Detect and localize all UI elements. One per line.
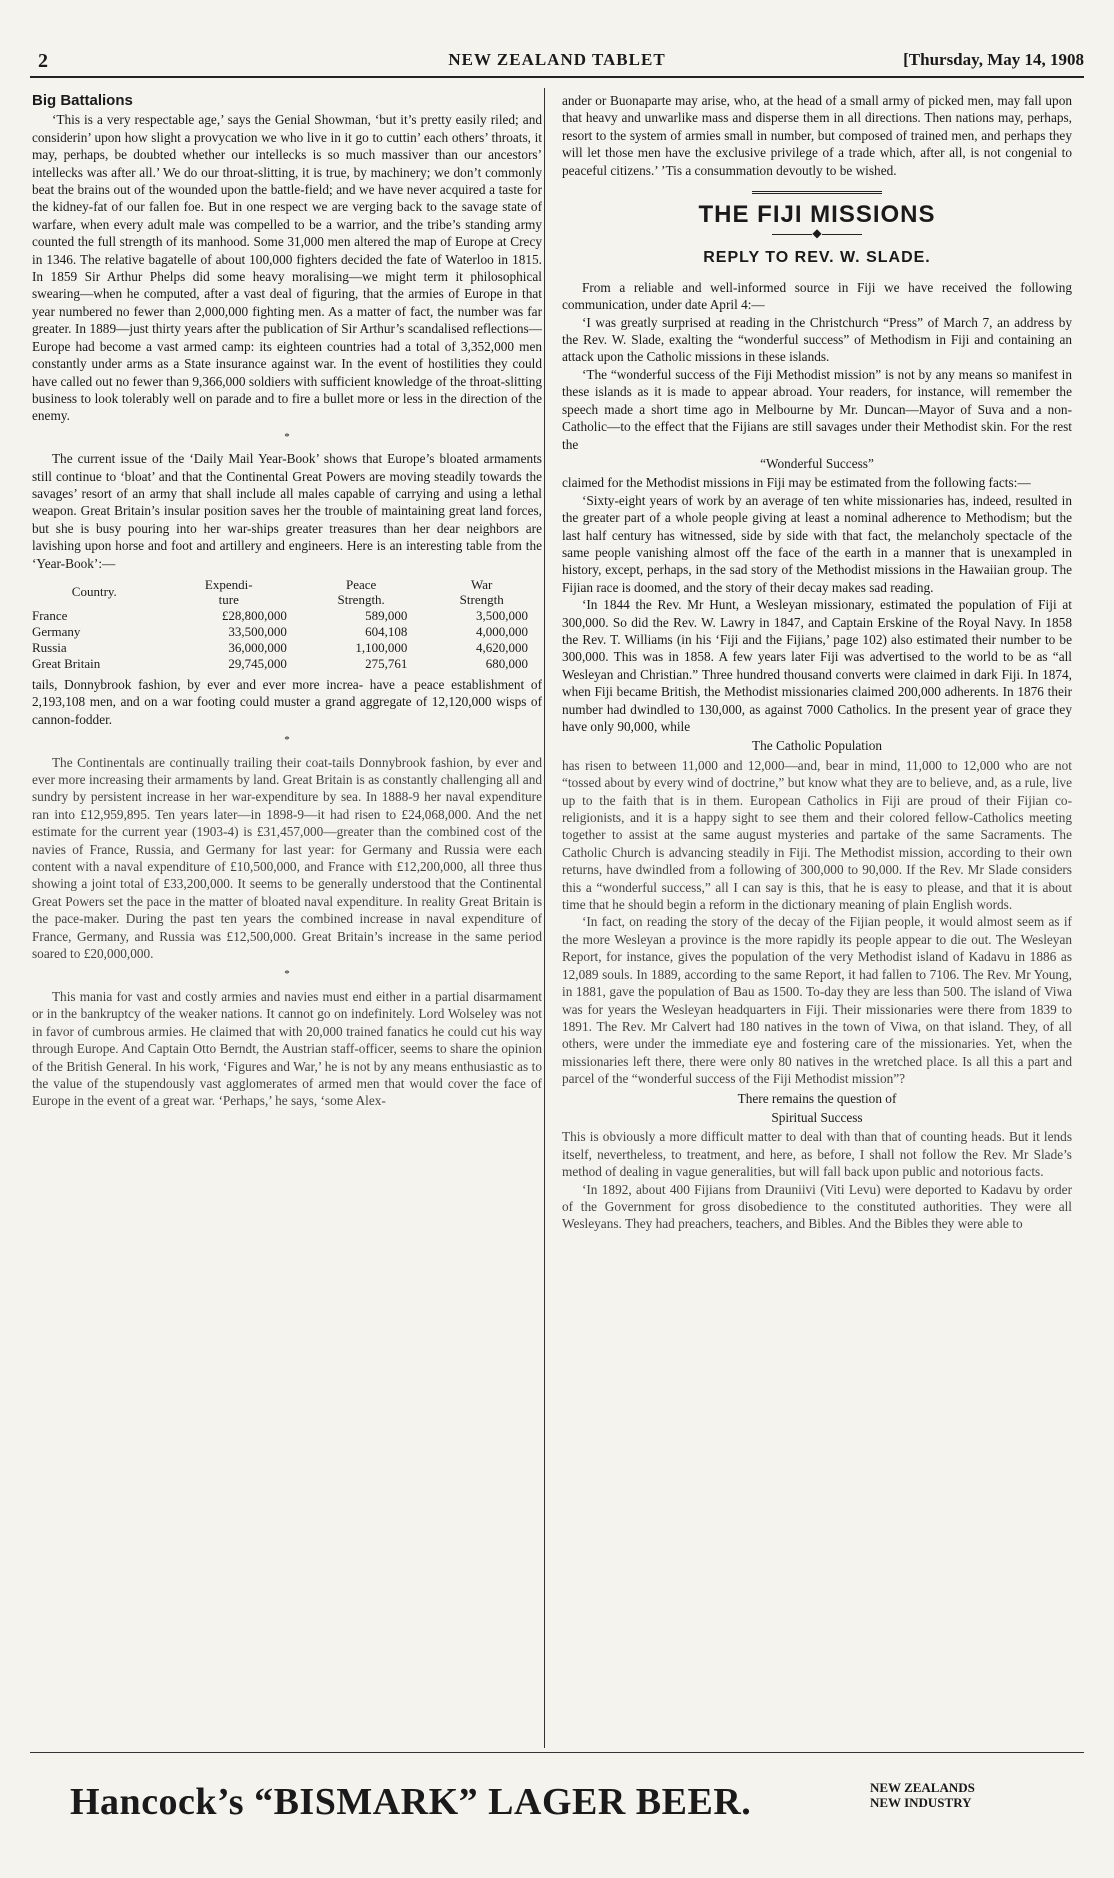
table-cell: 36,000,000	[228, 639, 287, 655]
inline-heading: There remains the question of	[737, 1090, 897, 1106]
table-header-cell: Peace Strength.	[337, 576, 385, 607]
paragraph: has risen to between 11,000 and 12,000—and, bear in mind, 11,000 to 12,000 who are not “tossed about by every wind of doctrine,” but know what they are to believe, and, as a rule, live up to the faith that is in them. European Catholics in Fiji are proud of their Fijian co-religionists, and it is a happy sight to see them and their colored fellow-Catholics meeting together to assist at the same august mysteries and partake of the same Sacraments. The Catholic Church is advancing steadily in Fiji. The Methodist mission, according to their own returns, have dwindled from a following of 300,000 to 90,000. If the Rev. Mr Slade considers this a “wonderful success,” all I can say is this, that he is easy to please, and that it is about time that he should begin a reform in the dictionary meaning of plain English words.	[562, 757, 1072, 913]
paragraph: ‘In 1844 the Rev. Mr Hunt, a Wesleyan missionary, estimated the population of Fiji at 300,000. So did the Rev. W. Lawry in 1847, and Captain Erskine of the Royal Navy. In 1858 the Rev. T. Williams (in his ‘Fiji and the Fijians,’ page 102) also estimated their number to be 300,000. This was in 1858. A few years later Fiji was advertised to the world to be as “all Wesleyan and Christian.” Three hundred thousand converts were claimed in dark Fiji. In 1874, when Fiji became British, the Methodist missionaries claimed 200,000 adherents. In 1876 their number had dwindled to 130,000, as against 7000 Catholics. In the present year of grace they have only 90,000, while	[562, 597, 1072, 734]
table-cell: 589,000	[365, 607, 408, 623]
table-cell: 275,761	[365, 655, 408, 671]
page-number: 2	[38, 50, 48, 72]
paragraph: ‘The “wonderful success of the Fiji Methodist mission” is not by any means so manifest in these islands as it is made to appear abroad. Your readers, for instance, will remember the speech made a short time ago in Melbourne by Mr. Duncan—Mayor of Suva and a non-Catholic—to the effect that the Fijians are still savages under their Methodist skin. For the rest the	[562, 366, 1072, 452]
table-cell: Great Britain	[32, 655, 101, 671]
table-cell: Germany	[32, 623, 81, 639]
table-cell: 604,108	[365, 623, 408, 639]
advertisement-tagline	[870, 1780, 975, 1810]
section-star: *	[284, 734, 290, 747]
paragraph: claimed for the Methodist missions in Fiji may be estimated from the following facts:—	[562, 475, 1031, 491]
table-header-cell: Country.	[71, 584, 117, 600]
section-star: *	[284, 968, 290, 981]
tagline-line: NEW ZEALANDS	[870, 1780, 975, 1795]
table-cell: 33,500,000	[228, 623, 287, 639]
table-row	[32, 624, 542, 640]
table-cell: 4,000,000	[476, 623, 528, 639]
table-row	[32, 608, 542, 624]
paragraph: This is obviously a more difficult matter to deal with than that of counting heads. But it lends itself, nevertheless, to treatment, and here, as before, I shall not follow the Rev. Mr Slade’s method of dealing in vague generalities, but will fall back upon public and notorious facts.	[562, 1129, 1072, 1180]
inline-heading: The Catholic Population	[752, 738, 882, 754]
paragraph: The current issue of the ‘Daily Mail Year-Book’ shows that Europe’s bloated armaments still continue to ‘bloat’ and that the Continental Great Powers are moving steadily towards the savages’ resort of an army that shall include all males capable of carrying and using a lethal weapon. Great Britain’s insular position saves her the trouble of maintaining great land forces, but she is busy pouring into her war-ships greater treasures than her dear neighbors are lavishing upon horse and foot and artillery and engineers. Here is an interesting table from the ‘Year-Book’:—	[32, 451, 542, 571]
paragraph: ‘I was greatly surprised at reading in the Christchurch “Press” of March 7, an address by the Rev. W. Slade, exalting the “wonderful success” of Methodism in Fiji and containing an attack upon the Catholic missions in these islands.	[562, 314, 1072, 365]
paragraph: ‘This is a very respectable age,’ says the Genial Showman, ‘but it’s pretty easily riled; and considerin’ upon how slight a provycation we who live in it go to cuttin’ each others’ throats, it may, perhaps, be doubted whether our intellecks is so much massiver than our ancestors’ intellecks was after all.’ We do our throat-slitting, it is true, by machinery; we don’t commonly beat the brains out of the wounded upon the battle-field; and we have never acquired a taste for the kidney-fat of our fallen foe. But in one respect we are verging back to the savage state of warfare, when every adult male was compelled to be a warrior, and the tribe’s standing army counted the full strength of its manhood. Some 31,000 men altered the map of Europe at Crecy in 1346. The relative bagatelle of about 100,000 fighters decided the fate of Waterloo in 1815. In 1859 Sir Arthur Phelps did some heavy moralising—we might term it philosophical swearing—when he computed, after a vast deal of figuring, that the armies of Europe in that year numbered no fewer than 2,000,000 fighting men. As a matter of fact, the number was far greater. In 1889—just thirty years after the publication of Sir Arthur’s scandalised reflections—Europe had become a vast armed camp: its eighteen countries had a total of 3,352,000 men constantly under arms as a State insurance against war. In the event of hostilities they could have called out no fewer than 9,366,000 soldiers with sufficient knowledge of the throat-slitting business to look tolerably well on parade and to fire a bullet more or less in the direction of the enemy.	[32, 112, 542, 424]
section-star: *	[284, 430, 290, 443]
advertisement-text: Hancock’s “BISMARK” LAGER BEER.	[70, 1781, 752, 1823]
table-cell: France	[32, 607, 68, 623]
paragraph: tails, Donnybrook fashion, by ever and ever more increa- have a peace establishment of 2,193,108 men, and on a war footing could muster a grand aggregate of 12,120,000 wisps of cannon-fodder.	[32, 676, 542, 727]
right-column	[562, 92, 1072, 1740]
tagline-line: NEW INDUSTRY	[870, 1795, 972, 1810]
armaments-table	[32, 576, 542, 672]
paragraph: ‘In fact, on reading the story of the decay of the Fijian people, it would almost seem as if the more Wesleyan a province is the more rapidly its people appear to die out. The Wesleyan Report, for instance, gives the population of the very Methodist island of Kadavu in 1886 as 12,089 souls. In 1889, according to the same Report, it had fallen to 7106. The Rev. Mr Young, in 1881, gave the population of Bau as 1500. To-day they are less than 500. The island of Viwa was for years the Wesleyan headquarters in Fiji. Their missionaries were there from 1839 to 1891. The Rev. Mr Calvert had 180 natives in the town of Viwa, on that island. They, of all others, were under the immediate eye and fostering care of the missionaries. Yet, when the missionaries left there, there were only 80 natives in the wretched place. Is all this a part and parcel of the “wonderful success of the Fiji Methodist mission”?	[562, 914, 1072, 1087]
page-header	[30, 50, 1084, 72]
newspaper-title: NEW ZEALAND TABLET	[448, 50, 666, 69]
table-cell: £28,800,000	[221, 607, 287, 623]
article-heading: Big Battalions	[32, 92, 133, 109]
section-divider	[752, 191, 882, 194]
paragraph: This mania for vast and costly armies and navies must end either in a partial disarmament or in the bankruptcy of the weaker nations. It cannot go on indefinitely. Lord Wolseley was not in favor of cumbrous armies. He claimed that with 20,000 trained fanatics he could cut his way through Europe. And Captain Otto Berndt, the Austrian staff-officer, seems to share the opinion of the British General. In his work, ‘Figures and War,’ he is not by any means enthusiastic as to the value of the stupendously vast agglomerates of armed men that would cover the face of Europe in the event of a great war. ‘Perhaps,’ he says, ‘some Alex-	[32, 988, 542, 1109]
table-row	[32, 656, 542, 672]
section-subtitle: REPLY TO REV. W. SLADE.	[703, 249, 931, 267]
table-cell: 680,000	[485, 655, 528, 671]
table-cell: 1,100,000	[355, 639, 408, 655]
table-header-cell: Expendi- ture	[204, 576, 253, 607]
paragraph: The Continentals are continually trailing their coat-tails Donnybrook fashion, by ever and ever more increasing their armaments by land. Great Britain is as constantly challenging all and sundry by persistent increase in her war-expenditure by sea. In 1888-9 her naval expenditure ran into £12,959,895. Ten years later—in 1898-9—it had risen to £24,068,000. And the net estimate for the current year (1903-4) is £31,457,000—greater than the combined cost of the navies of France, Russia, and Germany for last year: for Germany and Russia were each content with a naval expenditure of £10,500,000, and France with £12,200,000, all three thus showing a joint total of £33,200,000. It seems to be generally understood that the Continental Great Powers set the pace in the matter of bloated naval expenditure. In reality Great Britain is the pace-maker. During the past ten years the combined increase in naval expenditure of France, Germany, and Russia was £12,500,000. Great Britain’s increase in the same period soared to £20,000,000.	[32, 754, 542, 962]
table-header-row	[32, 576, 542, 608]
table-row	[32, 640, 542, 656]
left-column	[32, 92, 542, 1740]
table-cell: 29,745,000	[228, 655, 287, 671]
footer-rule	[30, 1752, 1084, 1753]
issue-date: [Thursday, May 14, 1908	[903, 50, 1084, 69]
table-header-cell: War Strength	[459, 576, 504, 607]
table-cell: 4,620,000	[476, 639, 528, 655]
header-rule	[30, 76, 1084, 78]
paragraph: ‘Sixty-eight years of work by an average of ten white missionaries has, indeed, resulted in the greater part of a whole people giving at least a nominal adherence to Methodism; but the last half century has witnessed, side by side with that fact, the melancholy spectacle of the same people vanishing almost off the face of the earth in a manner that is unexampled in history, except, perhaps, in the sad story of the Methodist missions in the Hawaiian group. The Fijian race is doomed, and the story of their decay makes sad reading.	[562, 492, 1072, 595]
inline-heading: “Wonderful Success”	[760, 455, 874, 471]
table-cell: 3,500,000	[476, 607, 528, 623]
paragraph: ‘In 1892, about 400 Fijians from Drauniivi (Viti Levu) were deported to Kadavu by order of the Government for gross disobedience to the constituted authorities. They were all Wesleyans. They had preachers, teachers, and Bibles. And the Bibles they were able to	[562, 1181, 1072, 1232]
paragraph: From a reliable and well-informed source in Fiji we have received the following communication, under date April 4:—	[562, 279, 1072, 313]
paragraph: ander or Buonaparte may arise, who, at the head of a small army of picked men, may fall upon that heavy and unwarlike mass and disperse them in all directions. Then nations may, perhaps, resort to the system of armies small in number, but composed of trained men, and perhaps they will let those men have the exclusive privilege of a trade which, after all, is not congenial to peaceful citizens.’ ’Tis a consummation devoutly to be wished.	[562, 93, 1072, 178]
ornament-divider: ◆	[562, 227, 1072, 239]
column-divider	[544, 88, 545, 1748]
inline-heading: Spiritual Success	[771, 1109, 863, 1125]
section-title: THE FIJI MISSIONS	[698, 201, 936, 229]
table-cell: Russia	[32, 639, 67, 655]
